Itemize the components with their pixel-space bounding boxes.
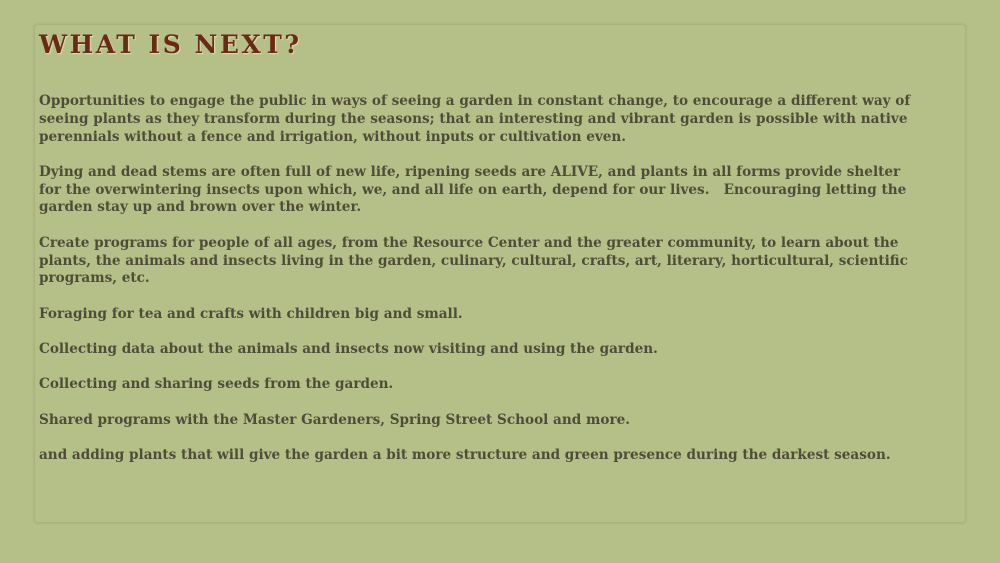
paragraph-create-programs: Create programs for people of all ages, from the Resource Center and the greater community, to learn about the plants, the animals and insects living in the garden, culinary, cultural, crafts, art, literary, horticultural, scientific programs, etc. bbox=[39, 234, 913, 287]
paragraph-sharing-seeds: Collecting and sharing seeds from the garden. bbox=[39, 376, 394, 393]
paragraph-dying-stems: Dying and dead stems are often full of new life, ripening seeds are ALIVE, and plants in all forms provide shelter for the overwintering insects upon which, we, and all life on earth, depend for our lives. Encouraging letting the garden stay up and brown over the winter. bbox=[39, 163, 912, 216]
paragraph-foraging: Foraging for tea and crafts with children big and small. bbox=[39, 305, 463, 322]
paragraph-collecting-data: Collecting data about the animals and insects now visiting and using the garden. bbox=[39, 340, 658, 357]
paragraph-adding-plants: and adding plants that will give the garden a bit more structure and green presence during the darkest season. bbox=[39, 446, 891, 463]
paragraph-engage-public: Opportunities to engage the public in ways of seeing a garden in constant change, to encourage a different way of seeing plants as they transform during the seasons; that an interesting and vibrant garden is possible with native perennials without a fence and irrigation, without inputs or cultivation even. bbox=[39, 93, 915, 145]
paragraph-shared-programs: Shared programs with the Master Gardeners, Spring Street School and more. bbox=[39, 411, 630, 428]
slide-title: WHAT IS NEXT? bbox=[39, 30, 302, 59]
slide-body bbox=[39, 93, 919, 482]
